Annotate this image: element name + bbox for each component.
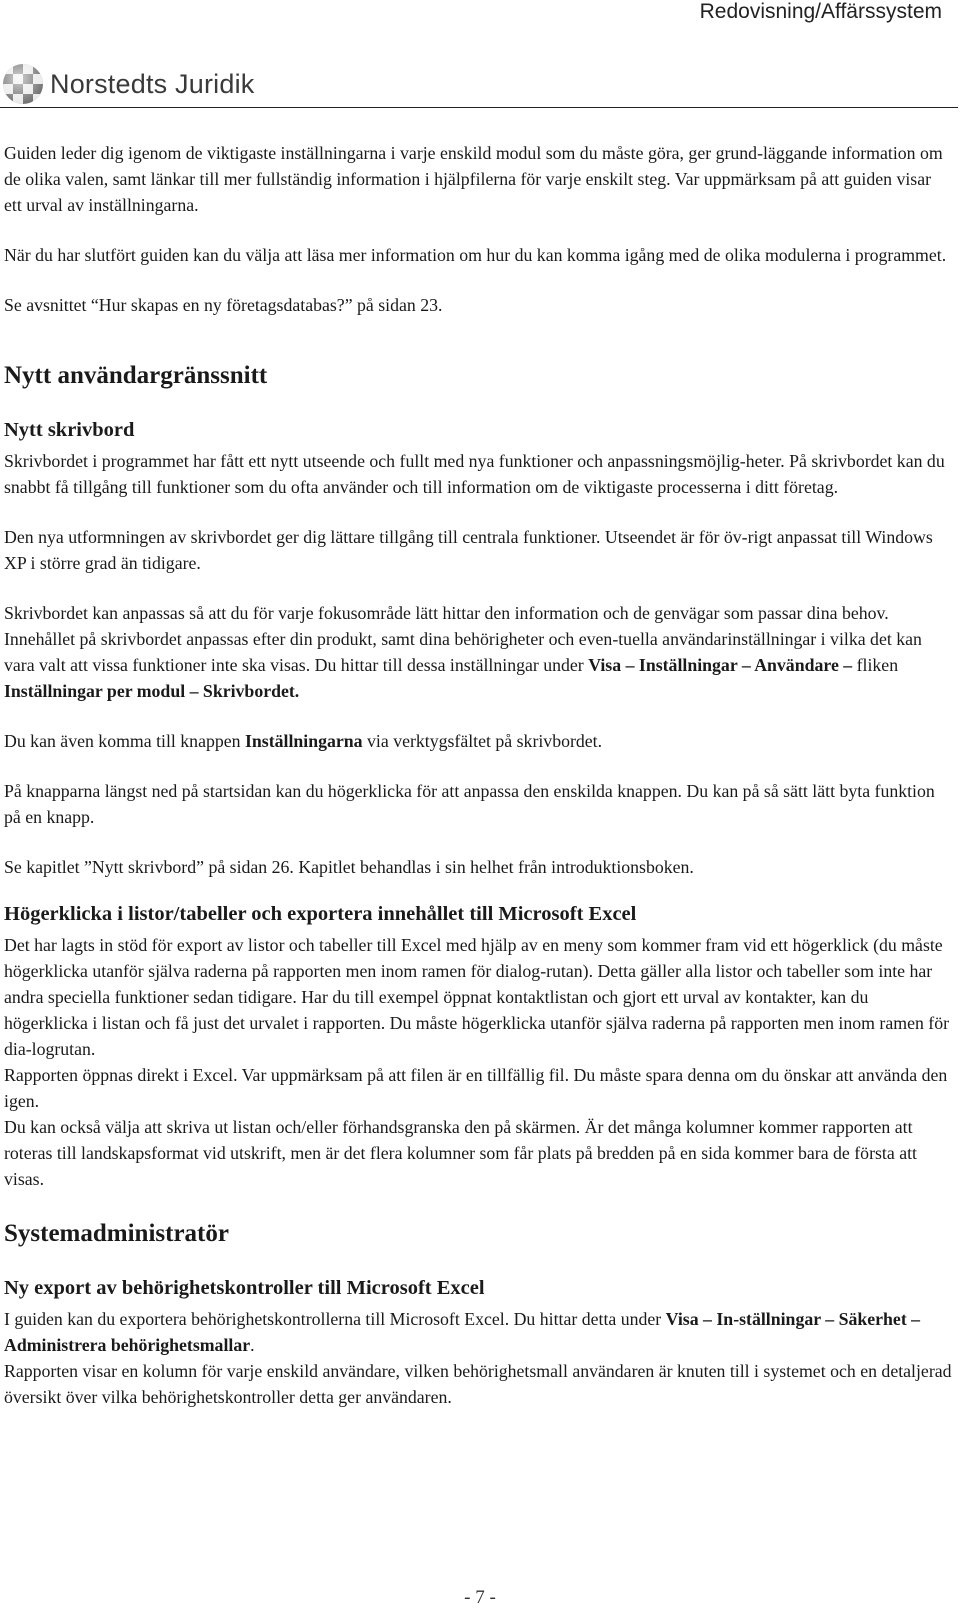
- norstedts-logo-icon: [2, 63, 44, 105]
- section-heading-sysadmin: Systemadministratör: [4, 1220, 229, 1247]
- desktop-paragraph-1: Skrivbordet i programmet har fått ett nytt utseende och fullt med nya funktioner och anpassningsmöjlig-heter. På skrivbordet kan du snabbt få tillgång till funktioner som du ofta använder och till information om de viktigaste processerna i ditt företag.: [4, 451, 945, 497]
- subheading-excel-export: Högerklicka i listor/tabeller och exportera innehållet till Microsoft Excel: [4, 903, 637, 925]
- header-rule: [0, 107, 958, 108]
- excel-paragraph-1: Det har lagts in stöd för export av listor och tabeller till Excel med hjälp av en meny som kommer fram vid ett högerklick (du måste högerklicka utanför själva raderna på rapporten men inom ramen för dialog-rutan). Detta gäller alla listor och tabeller som inte har andra speciella funktioner sedan tidigare. Har du till exempel öppnat kontaktlistan och gjort ett urval av kontakter, kan du högerklicka i listan och få just det urvalet i rapporten. Du måste högerklicka utanför själva raderna på rapporten men inom ramen för dia-logrutan.: [4, 935, 950, 1059]
- intro-paragraph-3: Se avsnittet “Hur skapas en ny företagsdatabas?” på sidan 23.: [4, 295, 443, 315]
- settings-button-name: Inställningarna: [244, 731, 363, 751]
- section-heading-user-interface: Nytt användargränssnitt: [4, 362, 268, 389]
- sysadmin-paragraph-2: Rapporten visar en kolumn för varje enskild användare, vilken behörighetsmall användaren är knuten till i systemet och en detaljerad översikt över vilka behörighetskontroller detta ger användaren.: [4, 1361, 952, 1407]
- intro-paragraph-2: När du har slutfört guiden kan du välja att läsa mer information om hur du kan komma igång med de olika modulerna i programmet.: [4, 245, 947, 265]
- desktop-paragraph-2: Den nya utformningen av skrivbordet ger dig lättare tillgång till centrala funktioner. Utseendet är för öv-rigt anpassat till Windows XP i större grad än tidigare.: [4, 527, 933, 573]
- desktop-paragraph-5: På knapparna längst ned på startsidan kan du högerklicka för att anpassa den enskilda knappen. Du kan på så sätt lätt byta funktion på en knapp.: [4, 781, 935, 827]
- subheading-new-desktop: Nytt skrivbord: [4, 419, 135, 441]
- logo-wordmark: Norstedts Juridik: [50, 68, 255, 99]
- page-number: - 7 -: [464, 1587, 496, 1608]
- running-header: Redovisning/Affärssystem: [699, 0, 942, 23]
- settings-path-users: Visa – Inställningar – Användare –: [588, 655, 853, 675]
- page-body: [4, 140, 952, 1410]
- permission-settings-path: Visa – In-ställningar – Säkerhet – Administrera behörighetsmallar: [4, 1309, 921, 1355]
- intro-paragraph-1: Guiden leder dig igenom de viktigaste inställningarna i varje enskild modul som du måste göra, ger grund-läggande information om de olika valen, samt länkar till mer fullständig information i hjälpfilerna för varje enskilt steg. Var uppmärksam på att guiden visar ett urval av inställningarna.: [4, 143, 943, 215]
- settings-path-desktop: Inställningar per modul – Skrivbordet.: [4, 681, 300, 701]
- excel-paragraph-2: Rapporten öppnas direkt i Excel. Var uppmärksam på att filen är en tillfällig fil. Du måste spara denna om du önskar att använda den igen.: [4, 1065, 948, 1111]
- desktop-paragraph-3: Skrivbordet kan anpassas så att du för varje fokusområde lätt hittar den information och de genvägar som passar dina behov. Innehållet på skrivbordet anpassas efter din produkt, samt dina behörigheter och even-tuella användarinställningar i vilka det kan vara valt att vissa funktioner inte ska visas. Du hittar till dessa inställningar under Visa – Inställningar – Användare – fliken Inställningar per modul – Skrivbordet.: [4, 603, 922, 701]
- sysadmin-paragraph-1: I guiden kan du exportera behörighetskontrollerna till Microsoft Excel. Du hittar detta under Visa – In-ställningar – Säkerhet – Administrera behörighetsmallar.: [4, 1309, 921, 1355]
- desktop-paragraph-4: Du kan även komma till knappen Inställningarna via verktygsfältet på skrivbordet.: [4, 731, 603, 751]
- publisher-logo: [2, 62, 254, 106]
- desktop-paragraph-6: Se kapitlet ”Nytt skrivbord” på sidan 26. Kapitlet behandlas i sin helhet från introduktionsboken.: [4, 857, 694, 877]
- subheading-permission-export: Ny export av behörighetskontroller till Microsoft Excel: [4, 1277, 485, 1299]
- excel-paragraph-3: Du kan också välja att skriva ut listan och/eller förhandsgranska den på skärmen. Är det många kolumner kommer rapporten att roteras till landskapsformat vid utskrift, men är det flera kolumner som får plats på bredden på en sida kommer bara de första att visas.: [4, 1117, 917, 1189]
